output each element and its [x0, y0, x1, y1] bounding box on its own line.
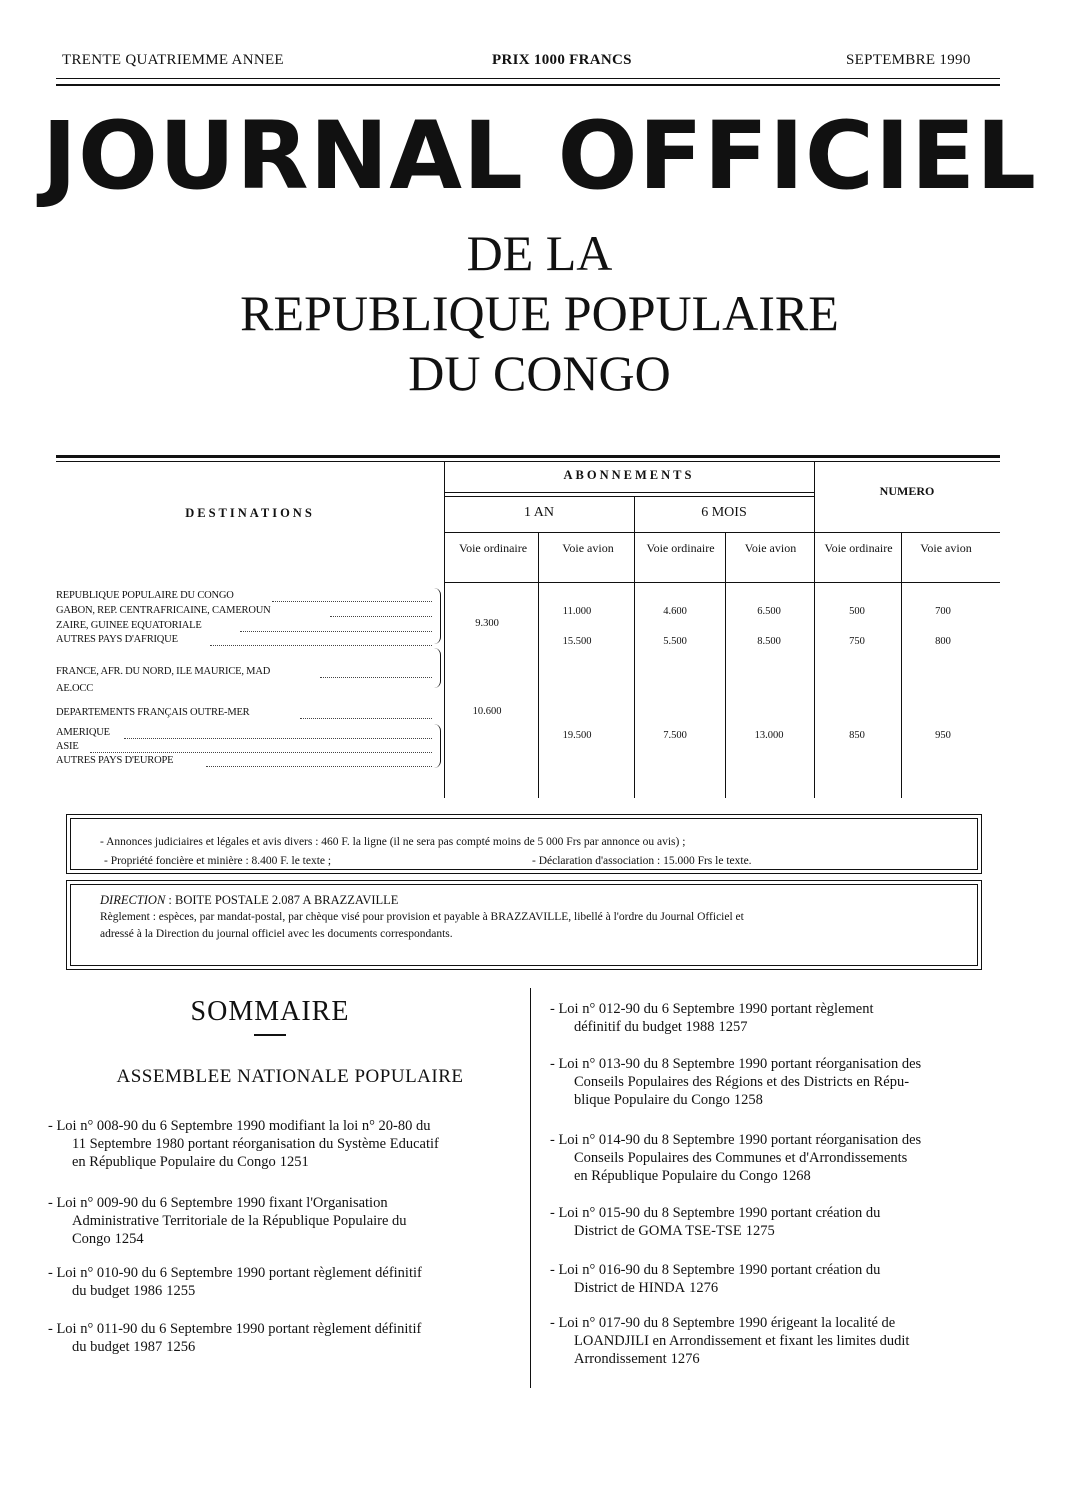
price-cell: 8.500 — [757, 636, 781, 647]
destination-row: ZAIRE, GUINEE EQUATORIALE — [56, 620, 202, 631]
direction-adresse: adressé à la Direction du journal officiel avec les documents correspondants. — [100, 928, 453, 940]
destination-row: ASIE — [56, 741, 79, 752]
header-rule-bottom — [56, 84, 1000, 86]
col-voie-avion-1: Voie avion — [562, 541, 614, 555]
period-1-an: 1 AN — [524, 505, 554, 520]
price-cell: 850 — [849, 730, 865, 741]
price-cell: 15.500 — [562, 636, 592, 647]
direction-label: DIRECTION — [100, 893, 166, 907]
list-item: - Loi n° 008-90 du 6 Septembre 1990 modifiant la loi n° 20-80 du 11 Septembre 1980 portant réorganisation du Système Educatif en République Populaire du Congo 1251 — [48, 1118, 439, 1170]
col-voie-avion-3: Voie avion — [920, 541, 972, 555]
issue-date: SEPTEMBRE 1990 — [846, 52, 971, 68]
price-cell: 700 — [935, 606, 951, 617]
volume-label: TRENTE QUATRIEMME ANNEE — [62, 52, 284, 68]
list-item: - Loi n° 015-90 du 8 Septembre 1990 portant création du District de GOMA TSE-TSE 1275 — [550, 1205, 881, 1239]
column-divider — [530, 988, 531, 1388]
list-item: - Loi n° 009-90 du 6 Septembre 1990 fixant l'Organisation Administrative Territoriale de la République Populaire du Congo 1254 — [48, 1195, 407, 1247]
destination-row: AE.OCC — [56, 683, 94, 694]
destination-row: REPUBLIQUE POPULAIRE DU CONGO — [56, 590, 234, 601]
destination-row: FRANCE, AFR. DU NORD, ILE MAURICE, MAD — [56, 666, 271, 677]
price-label: PRIX 1000 FRANCS — [492, 52, 632, 68]
list-item: - Loi n° 011-90 du 6 Septembre 1990 portant règlement définitif du budget 1987 1256 — [48, 1321, 422, 1355]
list-item: - Loi n° 017-90 du 8 Septembre 1990 érigeant la localité de LOANDJILI en Arrondissement et fixant les limites dudit Arrondissement 1276 — [550, 1315, 910, 1367]
subtitle-congo: DU CONGO — [408, 345, 671, 401]
sommaire-title: SOMMAIRE — [190, 996, 350, 1027]
destination-row: DEPARTEMENTS FRANÇAIS OUTRE-MER — [56, 707, 250, 718]
destinations-header: DESTINATIONS — [185, 506, 315, 520]
note-association: - Déclaration d'association : 15.000 Frs le texte. — [532, 855, 752, 867]
header-rule-top — [56, 78, 1000, 79]
price-cell: 950 — [935, 730, 951, 741]
list-item: - Loi n° 012-90 du 6 Septembre 1990 portant règlement définitif du budget 1988 1257 — [550, 1001, 874, 1035]
direction-address — [100, 893, 398, 908]
destination-row: AUTRES PAYS D'AFRIQUE — [56, 634, 178, 645]
subtitle-republique: REPUBLIQUE POPULAIRE — [240, 285, 839, 341]
destination-row: AUTRES PAYS D'EUROPE — [56, 755, 174, 766]
journal-title: JOURNAL OFFICIEL — [41, 102, 1037, 211]
note-propriete: - Propriété foncière et minière : 8.400 F. le texte ; — [104, 855, 332, 867]
col-voie-ordinaire-2: Voie ordinaire — [646, 541, 715, 555]
price-cell: 4.600 — [663, 606, 687, 617]
direction-address-text: : BOITE POSTALE 2.087 A BRAZZAVILLE — [165, 893, 399, 907]
price-cell: 500 — [849, 606, 865, 617]
price-cell: 7.500 — [663, 730, 687, 741]
period-6-mois: 6 MOIS — [701, 505, 747, 520]
price-cell: 11.000 — [562, 606, 592, 617]
col-voie-avion-2: Voie avion — [744, 541, 797, 555]
list-item: - Loi n° 016-90 du 8 Septembre 1990 portant création du District de HINDA 1276 — [550, 1262, 881, 1296]
direction-reglement: Règlement : espèces, par mandat-postal, par chèque visé pour provision et payable à BRAZZAVILLE, libellé à l'ordre du Journal Officiel et — [100, 911, 744, 923]
price-cell: 800 — [935, 636, 951, 647]
price-cell: 9.300 — [475, 618, 499, 629]
price-cell: 10.600 — [472, 706, 502, 717]
col-voie-ordinaire-3: Voie ordinaire — [824, 541, 893, 555]
list-item: - Loi n° 010-90 du 6 Septembre 1990 portant règlement définitif du budget 1986 1255 — [48, 1265, 422, 1299]
destination-row: GABON, REP. CENTRAFRICAINE, CAMEROUN — [56, 605, 271, 616]
price-cell: 5.500 — [663, 636, 687, 647]
price-cell: 6.500 — [757, 606, 781, 617]
note-annonces: - Annonces judiciaires et légales et avis divers : 460 F. la ligne (il ne sera pas compté moins de 5 000 Frs par annonce ou avis) ; — [100, 836, 686, 848]
price-cell: 19.500 — [562, 730, 592, 741]
list-item: - Loi n° 014-90 du 8 Septembre 1990 portant réorganisation des Conseils Populaires des Communes et d'Arrondissements en République Populaire du Congo 1268 — [550, 1132, 922, 1184]
list-item: - Loi n° 013-90 du 8 Septembre 1990 portant réorganisation des Conseils Populaires des Régions et des Districts en Répu- blique Populaire du Congo 1258 — [550, 1056, 922, 1108]
sommaire-underline — [254, 1034, 286, 1036]
col-voie-ordinaire-1: Voie ordinaire — [458, 541, 528, 555]
section-assemblee: ASSEMBLEE NATIONALE POPULAIRE — [116, 1066, 464, 1087]
numero-header: NUMERO — [879, 484, 935, 498]
abonnements-header: ABONNEMENTS — [563, 468, 695, 482]
destination-row: AMERIQUE — [56, 727, 110, 738]
price-cell: 13.000 — [754, 730, 784, 741]
subtitle-de-la: DE LA — [466, 225, 613, 281]
price-cell: 750 — [849, 636, 865, 647]
